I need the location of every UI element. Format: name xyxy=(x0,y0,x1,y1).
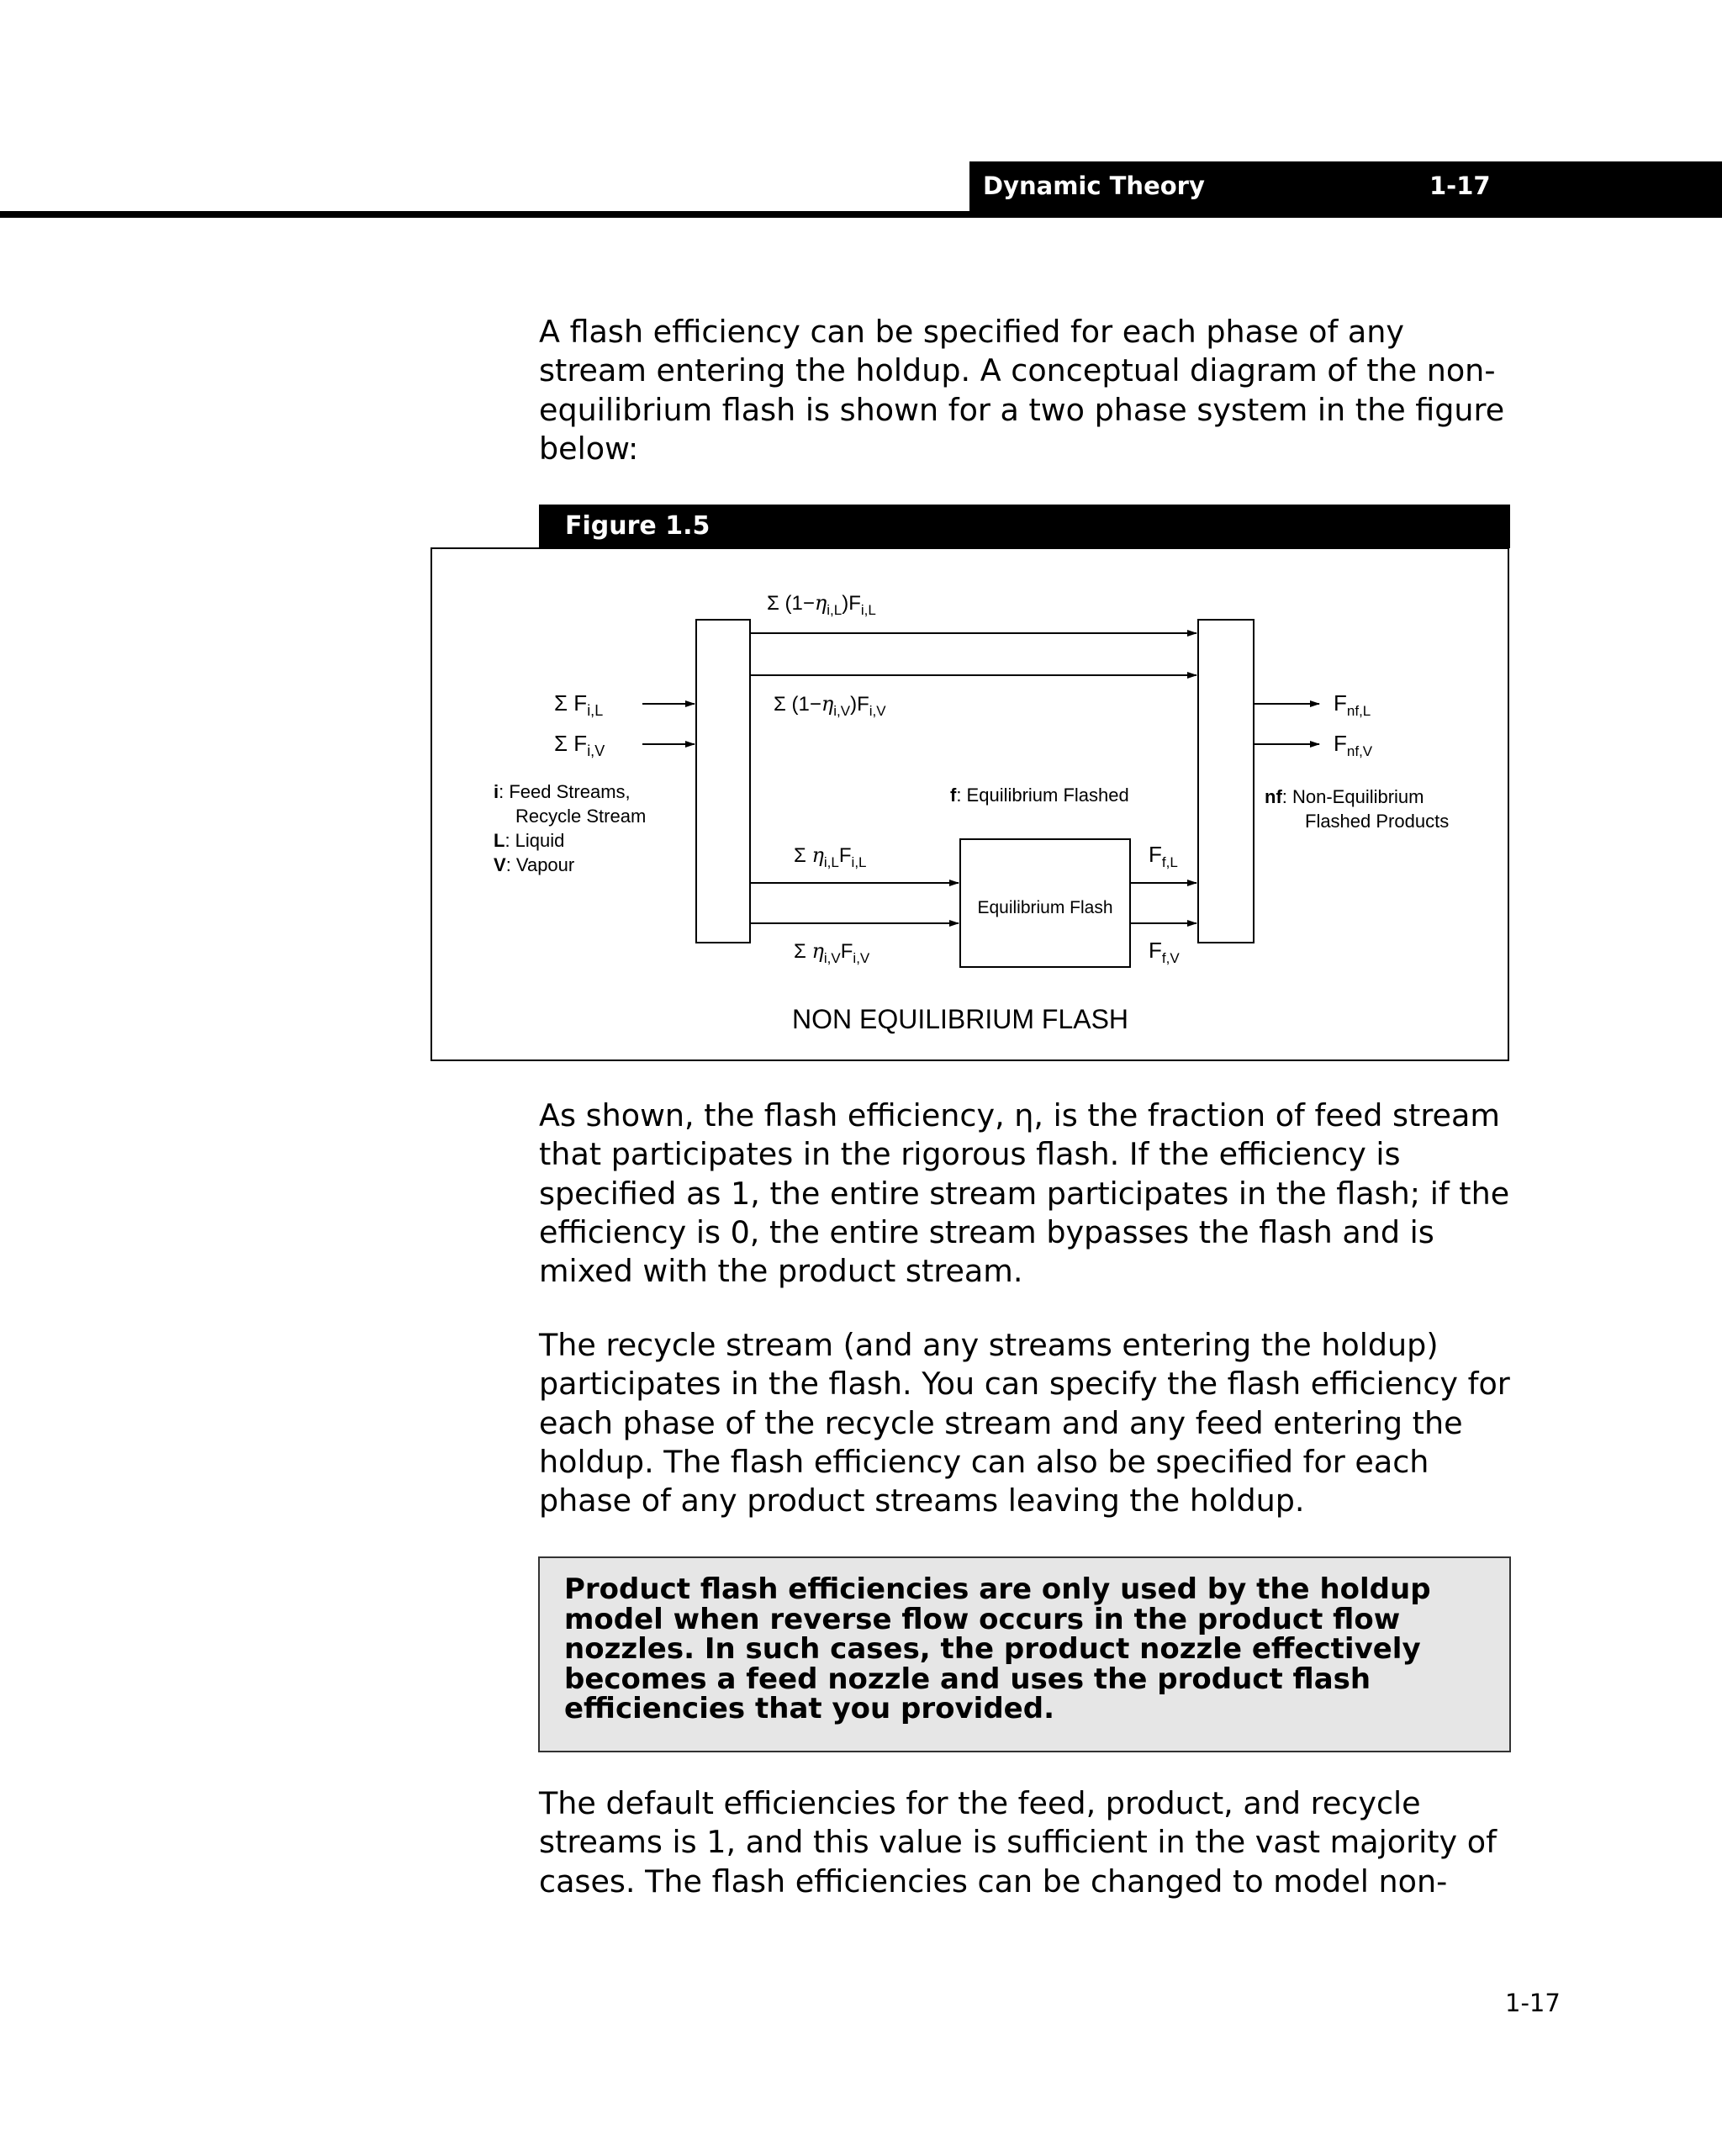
equilibrium-flash-label: Equilibrium Flash xyxy=(977,898,1113,917)
legend-feed-streams: i: Feed Streams, xyxy=(494,781,631,802)
header-page-number: 1-17 xyxy=(1429,172,1491,200)
mixer-block xyxy=(1198,620,1254,943)
splitter-block xyxy=(696,620,750,943)
label-flash-vapour: Σ $\eta_{i,V}F_{i,V}$ xyxy=(794,939,870,966)
label-feed-liquid: Σ $F_{i,L}$ xyxy=(554,690,604,719)
legend-flashed-products: Flashed Products xyxy=(1305,811,1450,832)
figure-title: NON EQUILIBRIUM FLASH xyxy=(791,1004,1129,1034)
legend-recycle-stream: Recycle Stream xyxy=(515,806,647,827)
figure-frame xyxy=(430,547,1509,1061)
legend-non-equilibrium: nf: Non-Equilibrium xyxy=(1265,786,1424,807)
label-flashed-liquid: $F_{f,L}$ xyxy=(1149,842,1178,870)
legend-equilibrium-flashed: f: Equilibrium Flashed xyxy=(950,785,1129,806)
non-equilibrium-flash-diagram xyxy=(432,549,1511,1063)
label-flashed-vapour: $F_{f,V}$ xyxy=(1149,938,1180,966)
legend-liquid: L: Liquid xyxy=(494,830,565,851)
footer-page-number: 1-17 xyxy=(1505,1989,1561,2017)
label-bypass-vapour: Σ $(1-\eta_{i,V})F_{i,V}$ xyxy=(774,692,886,719)
legend-vapour: V: Vapour xyxy=(494,854,575,875)
note-text: Product flash efficiencies are only used by the holdup model when reverse flow occurs in the product flow nozzles. In such cases, the product nozzle effectively becomes a feed nozzle and uses the product flash efficiencies that you provided. xyxy=(564,1572,1431,1725)
label-feed-vapour: Σ $F_{i,V}$ xyxy=(554,731,605,759)
figure-label xyxy=(539,505,1510,548)
paragraph-default: The default efficiencies for the feed, product, and recycle streams is 1, and this value is sufficient in the vast majority of cases. The flash efficiencies can be changed to model non- xyxy=(539,1785,1497,1900)
paragraph-intro: A flash efficiency can be specified for each phase of any stream entering the holdup. A conceptual diagram of the non-equilibrium flash is shown for a two phase system in the figure below: xyxy=(539,314,1505,467)
header-section-title: Dynamic Theory xyxy=(983,172,1205,200)
paragraph-recycle: The recycle stream (and any streams entering the holdup) participates in the flash. You can specify the flash efficiency for each phase of the recycle stream and any feed entering the holdup. The flash efficiency can also be specified for each phase of any product streams leaving the holdup. xyxy=(539,1327,1510,1519)
note-box xyxy=(538,1556,1511,1752)
paragraph-efficiency: As shown, the flash efficiency, η, is the fraction of feed stream that participates in the rigorous flash. If the efficiency is specified as 1, the entire stream participates in the flash; if the efficiency is 0, the entire stream bypasses the flash and is mixed with the product stream. xyxy=(539,1097,1510,1290)
label-flash-liquid: Σ $\eta_{i,L}F_{i,L}$ xyxy=(794,843,867,870)
figure-label-text: Figure 1.5 xyxy=(565,511,710,541)
label-product-liquid: $F_{nf,L}$ xyxy=(1334,690,1371,719)
label-bypass-liquid: Σ $(1-\eta_{i,L})F_{i,L}$ xyxy=(767,591,876,618)
label-product-vapour: $F_{nf,V}$ xyxy=(1334,731,1373,759)
